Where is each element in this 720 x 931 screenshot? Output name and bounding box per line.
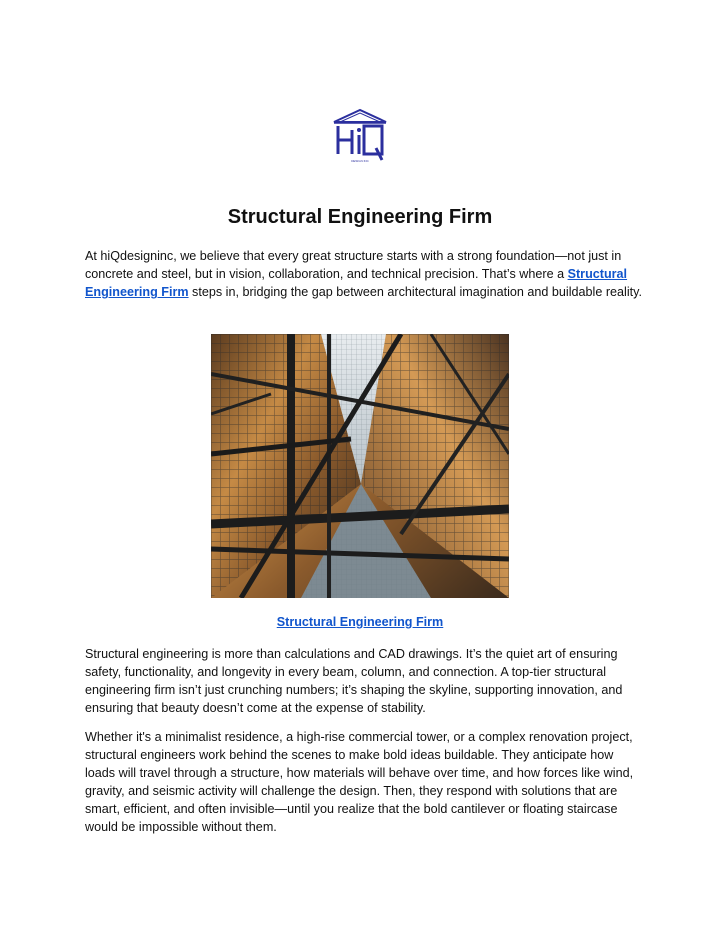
- structural-engineering-firm-link[interactable]: Structural Engineering Firm: [85, 267, 628, 299]
- image-caption-link[interactable]: Structural Engineering Firm: [276, 615, 444, 629]
- paragraph-2: Structural engineering is more than calculations and CAD drawings. It’s the quiet art of ensuring safety, functionality, and longevity in every beam, column, and connection. A top-tier structural engineering firm isn’t just crunching numbers; it’s shaping the skyline, supporting innovation, and ensuring that beauty doesn’t come at the expense of stability.: [85, 647, 623, 715]
- image-caption: [0, 615, 720, 629]
- intro-text-end: steps in, bridging the gap between architectural imagination and buildable reality.: [188, 285, 642, 299]
- intro-paragraph: [85, 247, 645, 301]
- building-photo: [211, 334, 509, 598]
- paragraph-3: Whether it's a minimalist residence, a high-rise commercial tower, or a complex renovation project, structural engineers work behind the scenes to make bold ideas buildable. They anticipate how loads will travel through a structure, how materials will behave over time, and how forces like wind, gravity, and seismic activity will challenge the design. Then, they respond with solutions that are smart, efficient, and often invisible—until you realize that the bold cantilever or floating staircase would be impossible without them.: [85, 730, 634, 834]
- page-title: Structural Engineering Firm: [227, 206, 493, 228]
- intro-text-start: At hiQdesigninc, we believe that every great structure starts with a strong foundation—not just in concrete and steel, but in vision, collaboration, and technical precision. That’s where a: [85, 249, 622, 281]
- hiq-logo: [330, 108, 390, 164]
- logo-tagline: DESIGN INC: [351, 159, 369, 163]
